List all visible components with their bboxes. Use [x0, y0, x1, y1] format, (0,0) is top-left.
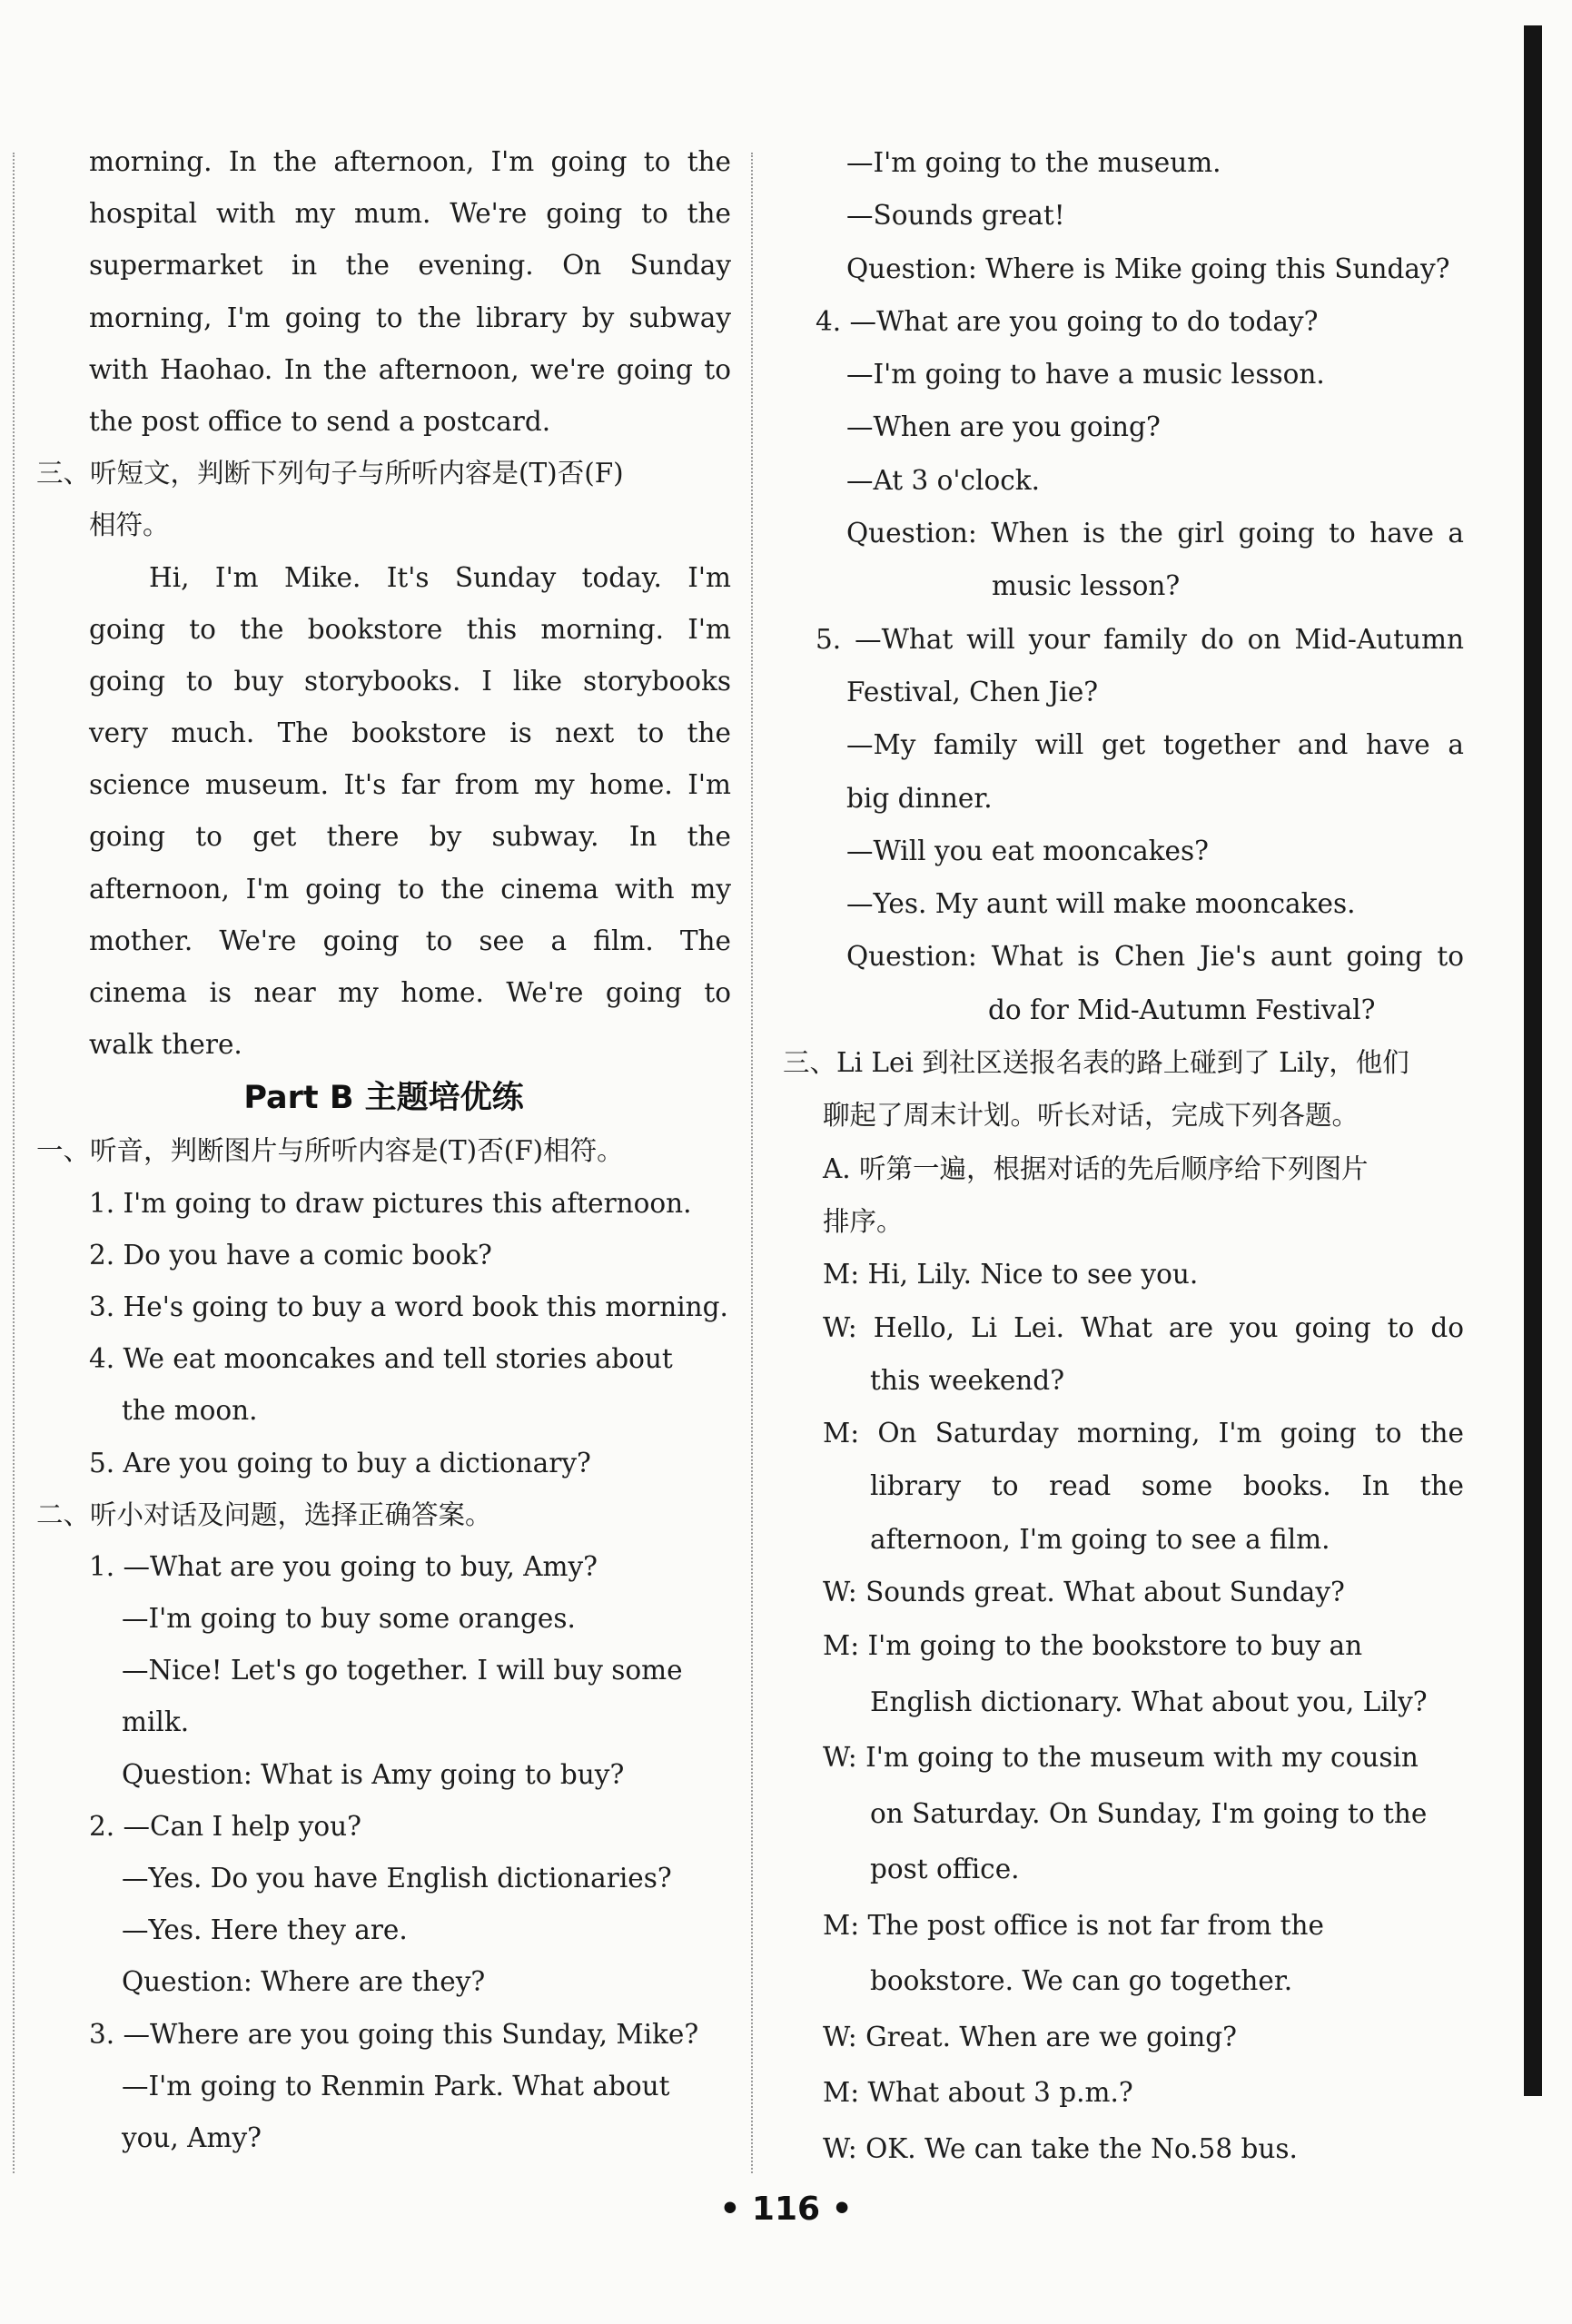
instruction-line: A. 听第一遍，根据对话的先后顺序给下列图片 — [823, 1152, 1369, 1184]
dialogue-line: —I'm going to the museum. — [846, 147, 1221, 178]
question-line: Question: Where is Mike going this Sunday? — [846, 252, 1450, 284]
dialogue-line: —Yes. My aunt will make mooncakes. — [846, 888, 1356, 920]
scan-edge-bar — [1524, 25, 1542, 2096]
dialogue-line: you, Amy? — [122, 2121, 262, 2153]
short-dialogues-continued — [783, 136, 1464, 1036]
section-1-instruction: 一、听音，判断图片与所听内容是(T)否(F)相符。 — [36, 1135, 624, 1167]
dialogue-line: on Saturday. On Sunday, I'm going to the — [870, 1797, 1428, 1829]
list-item: the moon. — [122, 1395, 258, 1427]
dialogue-line: big dinner. — [846, 782, 993, 814]
left-margin-rule — [13, 153, 15, 2173]
dialogue-line: —I'm going to Renmin Park. What about — [122, 2070, 670, 2101]
dialogue-line: M: On Saturday morning, I'm going to the — [823, 1418, 1464, 1449]
left-column — [36, 136, 731, 2164]
dialogue-line: English dictionary. What about you, Lily? — [870, 1686, 1428, 1717]
text-line: mother. We're going to see a film. The — [89, 925, 731, 956]
dialogue-line: 4. —What are you going to do today? — [816, 305, 1319, 337]
dialogue-line: —My family will get together and have a — [846, 729, 1464, 761]
dialogue-line: —I'm going to buy some oranges. — [122, 1603, 576, 1635]
list-item: 5. Are you going to buy a dictionary? — [89, 1447, 591, 1478]
text-line: morning, I'm going to the library by subway — [89, 302, 731, 333]
section-2-instruction: 二、听小对话及问题，选择正确答案。 — [36, 1498, 492, 1530]
text-line: with Haohao. In the afternoon, we're going to — [89, 353, 731, 385]
dialogue-line: 3. —Where are you going this Sunday, Mike? — [89, 2018, 699, 2050]
text-line: going to get there by subway. In the — [89, 821, 731, 853]
dialogue-line: M: I'm going to the bookstore to buy an — [823, 1630, 1363, 1662]
instruction-line: 三、听短文，判断下列句子与所听内容是(T)否(F) — [36, 458, 624, 490]
question-line: Question: Where are they? — [122, 1966, 486, 1998]
dialogue-line: M: What about 3 p.m.? — [823, 2077, 1133, 2109]
text-line: supermarket in the evening. On Sunday — [89, 250, 731, 282]
dialogue-line: 1. —What are you going to buy, Amy? — [89, 1550, 598, 1582]
passage-2 — [36, 552, 731, 1072]
list-item: 2. Do you have a comic book? — [89, 1239, 492, 1271]
dialogue-line: —Will you eat mooncakes? — [846, 835, 1209, 866]
dialogue-line: —When are you going? — [846, 411, 1161, 443]
section-3-instruction — [36, 448, 731, 551]
text-line: walk there. — [89, 1029, 242, 1061]
question-line: Question: What is Amy going to buy? — [122, 1758, 625, 1790]
dialogue-line: —Yes. Do you have English dictionaries? — [122, 1863, 672, 1894]
text-line: the post office to send a postcard. — [89, 405, 551, 437]
section-3-long-dialogue-instruction — [783, 1036, 1464, 1300]
dialogue-line: this weekend? — [870, 1364, 1065, 1396]
dialogue-line: W: Great. When are we going? — [823, 2021, 1237, 2052]
question-line: Question: What is Chen Jie's aunt going to — [846, 941, 1464, 973]
dialogue-line: post office. — [870, 1854, 1020, 1885]
question-line: do for Mid-Autumn Festival? — [988, 994, 1376, 1025]
dialogue-line: M: The post office is not far from the — [823, 1909, 1324, 1941]
list-item: 1. I'm going to draw pictures this afternoon. — [89, 1187, 692, 1219]
text-line: cinema is near my home. We're going to — [89, 977, 731, 1008]
dialogue-line: 5. —What will your family do on Mid-Autumn — [816, 623, 1464, 655]
dialogue-line: —Sounds great! — [846, 200, 1065, 232]
dialogue-line: —Yes. Here they are. — [122, 1914, 408, 1946]
instruction-line: 排序。 — [823, 1205, 904, 1237]
dialogue-line: W: I'm going to the museum with my cousin — [823, 1742, 1419, 1774]
list-item: 4. We eat mooncakes and tell stories about — [89, 1343, 673, 1375]
column-divider — [751, 153, 753, 2173]
dialogue-line: W: OK. We can take the No.58 bus. — [823, 2132, 1298, 2164]
section-1-items — [36, 1178, 731, 1489]
dialogue-line: M: Hi, Lily. Nice to see you. — [823, 1259, 1199, 1291]
dialogue-line: milk. — [122, 1706, 190, 1738]
right-column — [783, 136, 1464, 2177]
list-item: 3. He's going to buy a word book this morning. — [89, 1291, 728, 1322]
part-b-heading: Part B 主题培优练 — [243, 1080, 524, 1117]
dialogue-line: Festival, Chen Jie? — [846, 676, 1099, 707]
instruction-line: 三、Li Lei 到社区送报名表的路上碰到了 Lily，他们 — [783, 1047, 1409, 1079]
short-dialogues — [36, 1541, 731, 2164]
page-number: • 116 • — [719, 2190, 853, 2228]
dialogue-line: 2. —Can I help you? — [89, 1810, 361, 1842]
text-line: afternoon, I'm going to the cinema with my — [89, 873, 731, 905]
instruction-line: 相符。 — [89, 509, 170, 541]
dialogue-line: W: Hello, Li Lei. What are you going to do — [823, 1311, 1464, 1343]
text-line: going to the bookstore this morning. I'm — [89, 613, 731, 645]
dialogue-line: —Nice! Let's go together. I will buy some — [122, 1655, 683, 1686]
dialogue-line: W: Sounds great. What about Sunday? — [823, 1577, 1345, 1608]
dialogue-line: bookstore. We can go together. — [870, 1965, 1293, 1997]
question-line: music lesson? — [992, 570, 1181, 602]
question-line: Question: When is the girl going to have a — [846, 518, 1464, 549]
dialogue-line: afternoon, I'm going to see a film. — [870, 1523, 1330, 1555]
passage-1 — [36, 136, 731, 448]
dialogue-line: —I'm going to have a music lesson. — [846, 359, 1325, 391]
instruction-line: 聊起了周末计划。听长对话，完成下列各题。 — [823, 1100, 1359, 1132]
text-line: science museum. It's far from my home. I'm — [89, 769, 731, 801]
dialogue-line: —At 3 o'clock. — [846, 464, 1041, 496]
long-dialogue — [783, 1301, 1464, 2178]
dialogue-line: library to read some books. In the — [870, 1470, 1464, 1502]
text-line: going to buy storybooks. I like storybooks — [89, 665, 731, 697]
text-line: very much. The bookstore is next to the — [89, 717, 731, 749]
text-line: morning. In the afternoon, I'm going to the — [89, 146, 731, 177]
text-line: hospital with my mum. We're going to the — [89, 198, 731, 230]
text-line: Hi, I'm Mike. It's Sunday today. I'm — [149, 561, 731, 593]
